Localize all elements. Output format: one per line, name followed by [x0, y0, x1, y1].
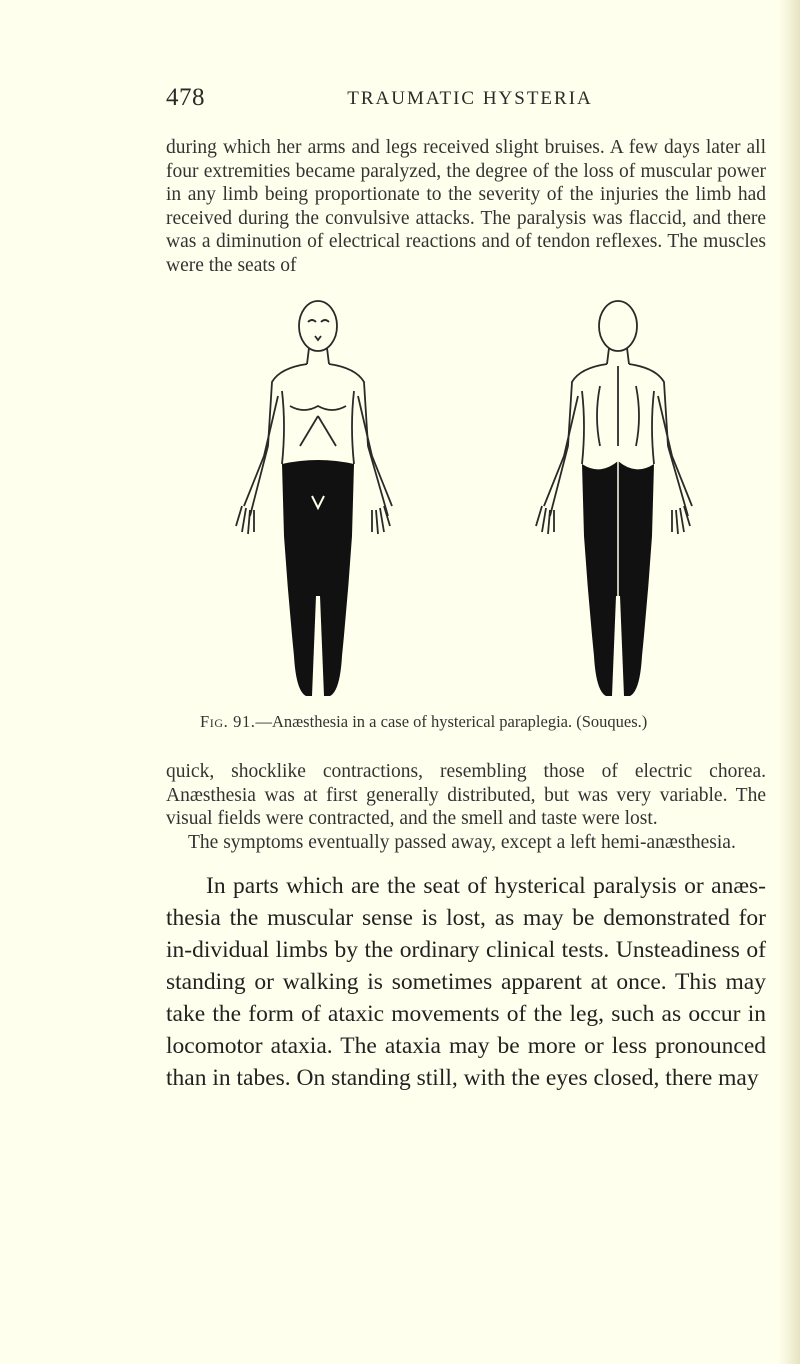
page-number: 478	[166, 84, 205, 111]
figure-label: Fig. 91.	[200, 712, 256, 731]
paragraph-after-figure-text: quick, shocklike contractions, resembling those of electric chorea. Anæsthesia was at first generally distributed, but was very variable. The visual fields were contracted, and the smell and taste were lost.	[166, 761, 766, 829]
paragraph-main	[166, 870, 766, 1094]
figure-caption	[200, 712, 760, 732]
page-edge-shadow	[778, 0, 800, 1364]
paragraph-after-figure	[166, 760, 766, 854]
paragraph-main-text: In parts which are the seat of hysterical paralysis or anæs-thesia the muscular sense is lost, as may be demonstrated for in-dividual limbs by the ordinary clinical tests. Unsteadiness of standing or walking is sometimes apparent at once. This may take the form of ataxic movements of the leg, such as occur in locomotor ataxia. The ataxia may be more or less pronounced than in tabes. On standing still, with the eyes closed, there may	[166, 873, 766, 1091]
figure-caption-text: —Anæsthesia in a case of hysterical paraplegia. (Souques.)	[255, 712, 648, 731]
figure-anaesthesia-diagram	[220, 296, 720, 706]
running-head: TRAUMATIC HYSTERIA	[347, 88, 593, 109]
body-diagram-illustration	[220, 296, 720, 706]
paragraph-after-figure-text-2: The symptoms eventually passed away, except a left hemi-anæsthesia.	[188, 831, 736, 853]
page-header	[166, 84, 766, 124]
paragraph-top: during which her arms and legs received slight bruises. A few days later all four extremities became paralyzed, the degree of the loss of muscular power in any limb being proportionate to the severity of the injuries the limb had received during the convulsive attacks. The paralysis was flaccid, and there was a diminution of electrical reactions and of tendon reflexes. The muscles were the seats of	[166, 137, 766, 276]
front-anaesthesia-legs	[282, 460, 354, 696]
